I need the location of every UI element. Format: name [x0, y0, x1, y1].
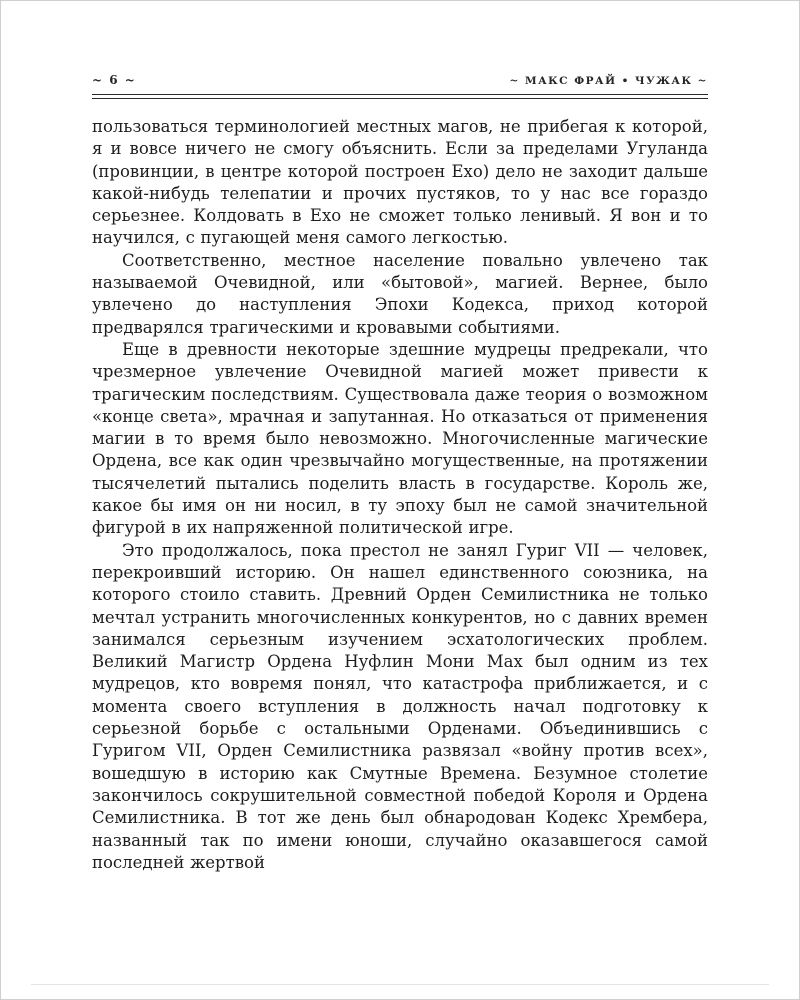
paragraph: Соответственно, местное население повально увлечено так называемой Очевидной, или «бытовой», магией. Вернее, было увлечено до наступления Эпохи Кодекса, приход которой предварялся трагическими и кровавыми событиями. [92, 250, 708, 337]
paragraph: пользоваться терминологией местных магов, не прибегая к которой, я и вовсе ничего не смогу объяснить. Если за пределами Угуланда (провинции, в центре которой построен Ехо) дело не заходит дальше какой-нибудь телепатии и прочих пустяков, то у нас все гораздо серьезнее. Колдовать в Ехо не сможет только ленивый. Я вон и то научился, с пугающей меня самого легкостью. [92, 117, 708, 248]
paragraph: Еще в древности некоторые здешние мудрецы предрекали, что чрезмерное увлечение Очевидной магией может привести к трагическим последствиям. Существовала даже теория о возможном «конце света», мрачная и запутанная. Но отказаться от применения магии в то время было невозможно. Многочисленные магические Ордена, все как один чрезвычайно могущественные, на протяжении тысячелетий пытались поделить власть в государстве. Король же, какое бы имя он ни носил, в ту эпоху был не самой значительной фигурой в их напряженной политической игре. [92, 339, 708, 538]
page-number: ~ 6 ~ [92, 73, 137, 87]
paragraph: Это продолжалось, пока престол не занял Гуриг VII — человек, перекроивший историю. Он нашел единственного союзника, на которого стоило ставить. Древний Орден Семилистника не только мечтал устранить многочисленных конкурентов, но с давних времен занимался серьезным изучением эсхатологических проблем. Великий Магистр Ордена Нуфлин Мони Мах был одним из тех мудрецов, кто вовремя понял, что катастрофа приближается, и с момента своего вступления в должность начал подготовку к серьезной борьбе с остальными Орденами. Объединившись с Гуригом VII, Орден Семилистника развязал «войну против всех», вошедшую в историю как Смутные Времена. Безумное столетие закончилось сокрушительной совместной победой Короля и Ордена Семилистника. В тот же день был обнародован Кодекс Хрембера, названный так по имени юноши, случайно оказавшегося самой последней жертвой [92, 540, 708, 872]
running-header [92, 73, 708, 87]
body-text-block [92, 116, 708, 874]
page-bottom-edge [31, 984, 769, 985]
running-title: ~ МАКС ФРАЙ • ЧУЖАК ~ [509, 75, 708, 87]
page-content-area [92, 1, 708, 874]
header-double-rule [92, 94, 708, 99]
